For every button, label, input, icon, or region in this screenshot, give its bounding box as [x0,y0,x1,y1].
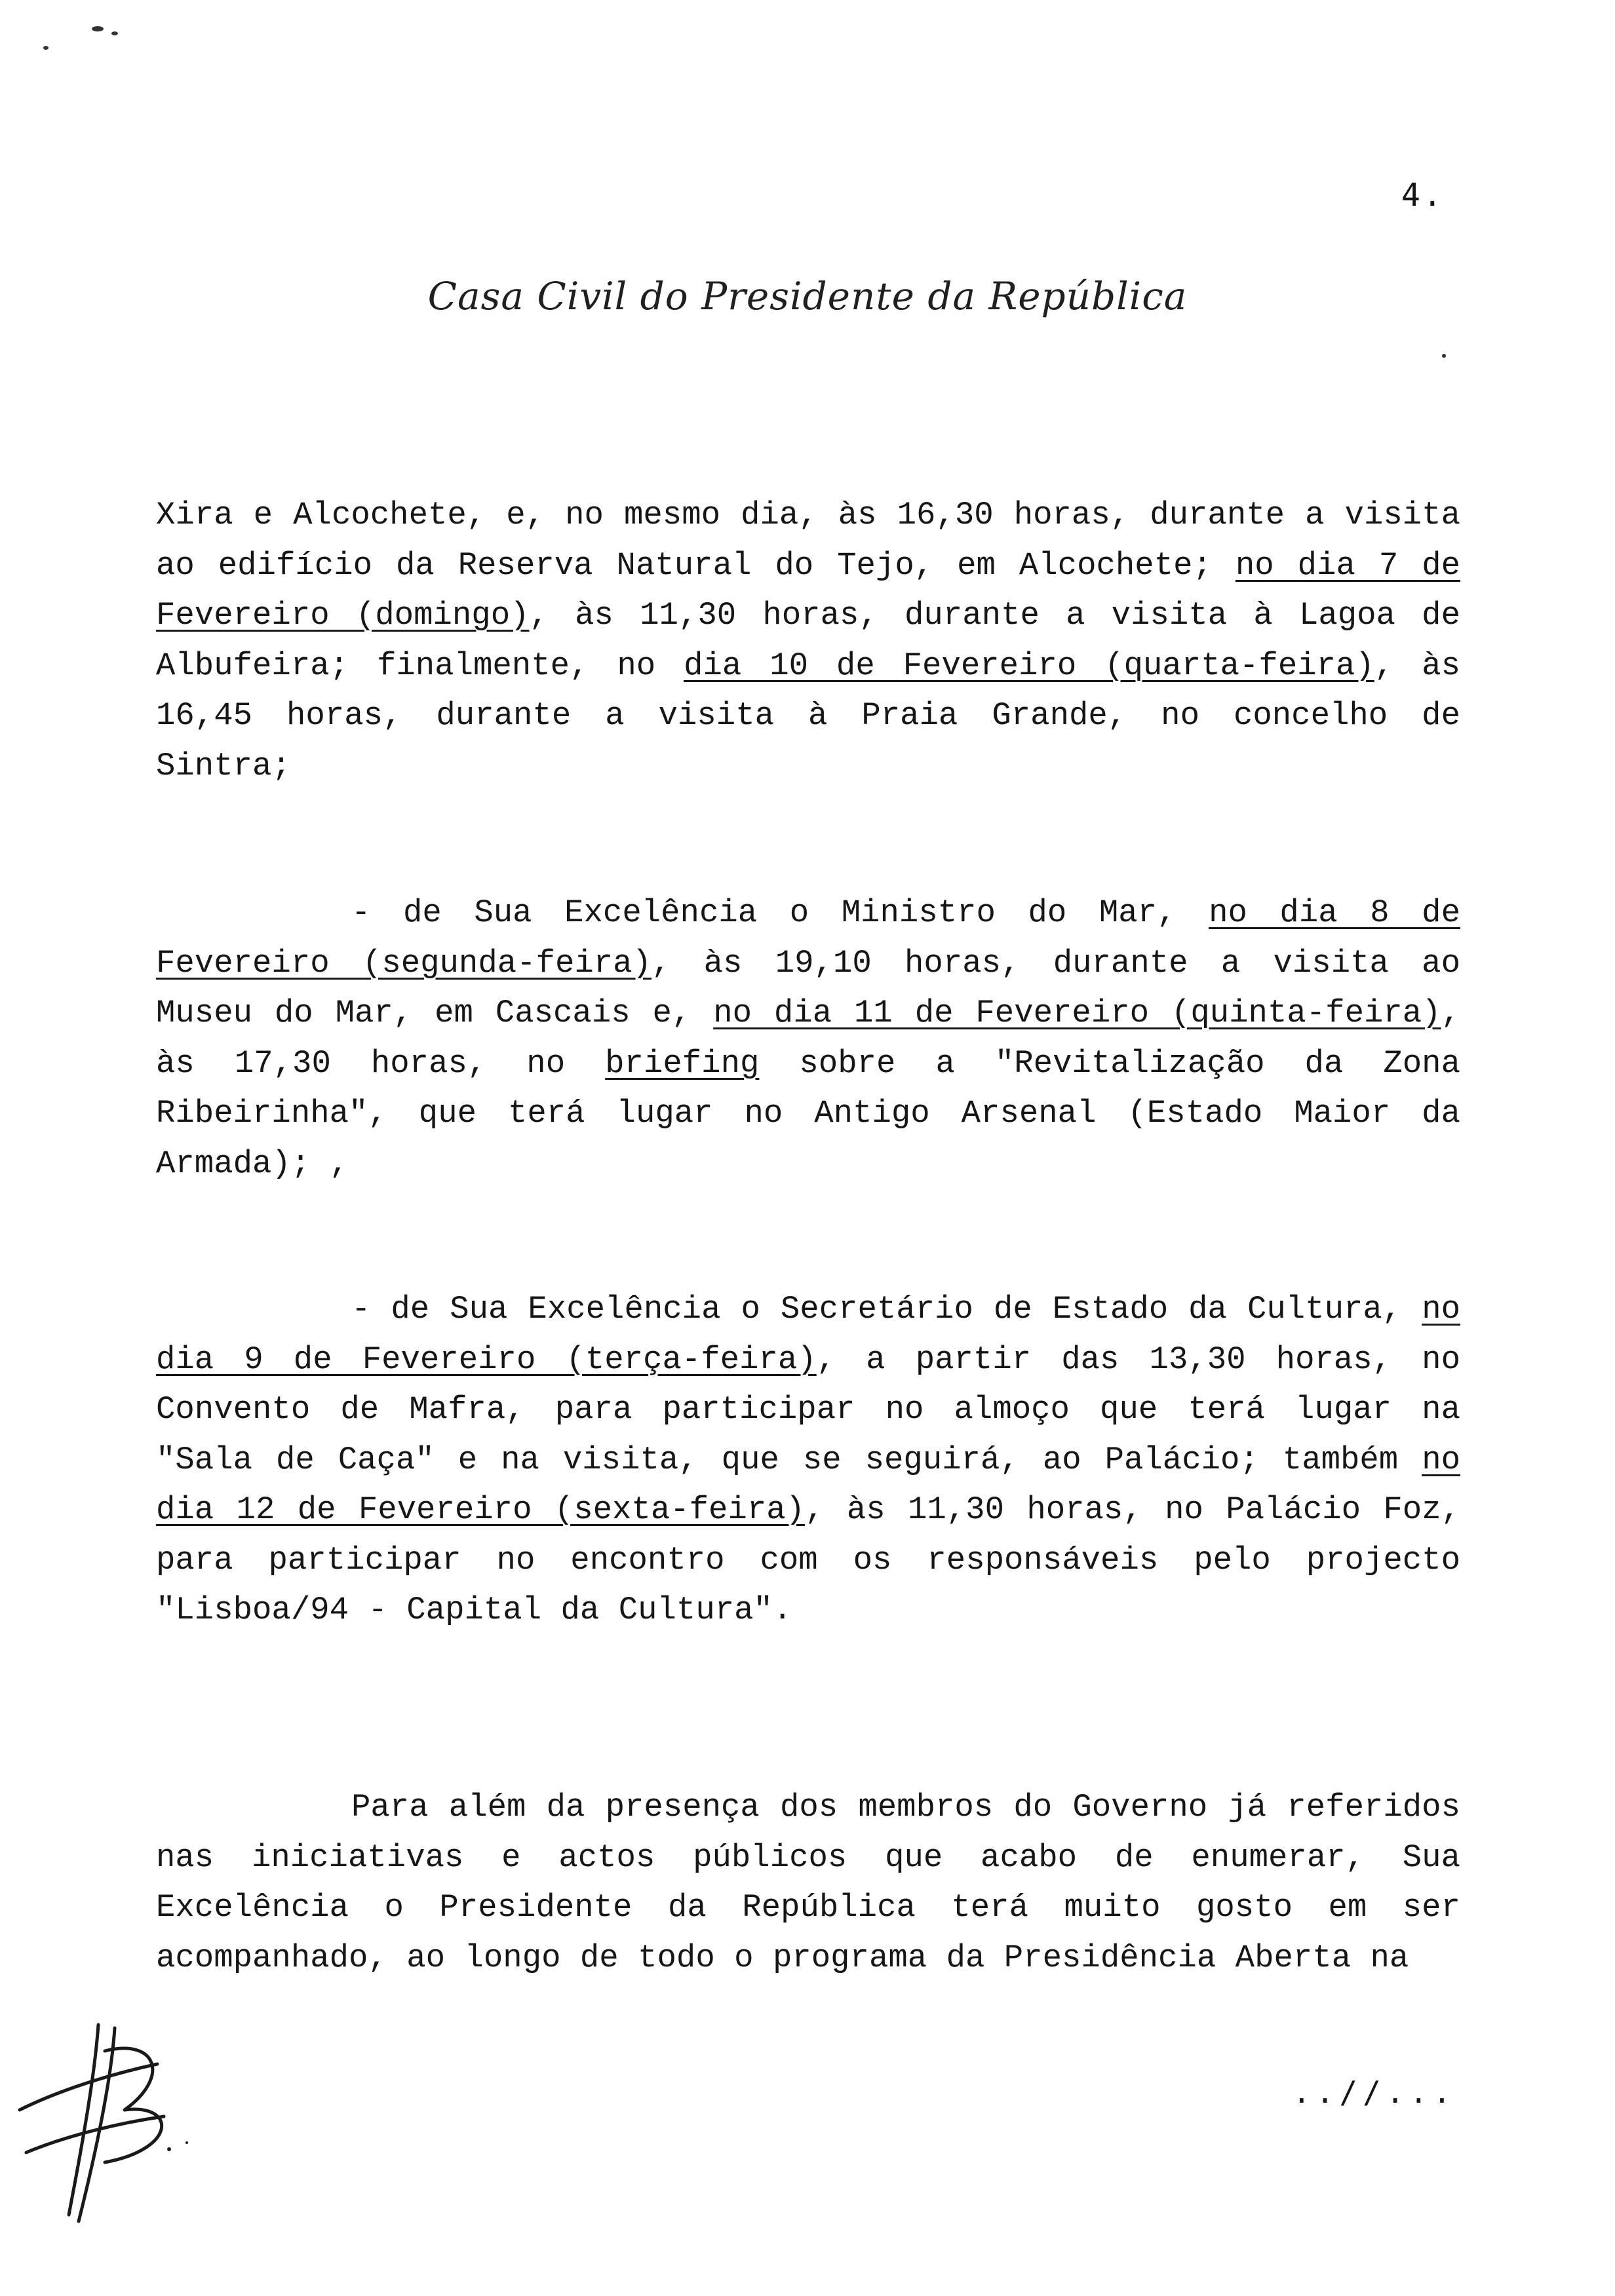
underlined-date-text: dia 10 de Fevereiro (quarta-feira) [684,647,1374,684]
paragraph [156,1782,1460,1983]
underlined-date-text: briefing [605,1044,760,1082]
paragraph-text: , às 19,10 horas, durante a visita ao Museu do Mar, em Cascais e, [156,944,1460,1031]
underlined-date-text: no dia 8 de Fevereiro (segunda-feira) [156,894,1460,982]
underlined-date-text: no dia 9 de Fevereiro (terça-feira) [156,1291,1460,1378]
paragraph-text: , às 11,30 horas, no Palácio Foz, para participar no encontro com os responsáveis pelo projecto "Lisboa/94 - Capital da Cultura". [156,1491,1461,1628]
paragraph-text: , às 16,45 horas, durante a visita à Praia Grande, no concelho de Sintra; [156,647,1461,784]
paragraph-text: Xira e Alcochete, e, no mesmo dia, às 16,30 horas, durante a visita ao edifício da Reserva Natural do Tejo, em Alcochete; [156,497,1460,584]
paragraph-text: - de Sua Excelência o Secretário de Estado da Cultura, [351,1291,1422,1328]
paragraph-text: , às 11,30 horas, durante a visita à Lagoa de Albufeira; finalmente, no [156,597,1460,684]
letterhead: Casa Civil do Presidente da República [427,274,1188,318]
paragraph-text: , às 17,30 horas, no [156,995,1460,1082]
page-number: 4. [1401,177,1445,214]
continuation-mark: ..//... [1293,2075,1456,2110]
handwritten-signature [7,2012,203,2228]
underlined-date-text: no dia 11 de Fevereiro (quinta-feira) [713,995,1441,1031]
scan-speck [43,46,49,50]
paragraph [156,888,1460,1189]
paragraph-text: - de Sua Excelência o Ministro do Mar, [351,894,1209,931]
underlined-date-text: no dia 12 de Fevereiro (sexta-feira) [156,1441,1460,1528]
underlined-date-text: no dia 7 de Fevereiro (domingo) [156,546,1460,634]
paragraph [156,1284,1460,1636]
scan-speck [1442,354,1446,358]
paragraph-text: sobre a "Revitalização da Zona Ribeirinha", que terá lugar no Antigo Arsenal (Estado Maior da Armada); , [156,1044,1460,1182]
scan-speck [92,26,104,31]
paragraph [156,490,1460,791]
paragraph-text: Para além da presença dos membros do Governo já referidos nas iniciativas e actos públicos que acabo de enumerar, Sua Excelência o Presidente da República terá muito gosto em ser acompanhado, ao longo de todo o programa da Presidência Aberta na [156,1789,1460,1976]
paragraph-text: , a partir das 13,30 horas, no Convento de Mafra, para participar no almoço que terá lugar na "Sala de Caça" e na visita, que se seguirá, ao Palácio; também [156,1341,1460,1478]
scan-speck [111,31,118,35]
